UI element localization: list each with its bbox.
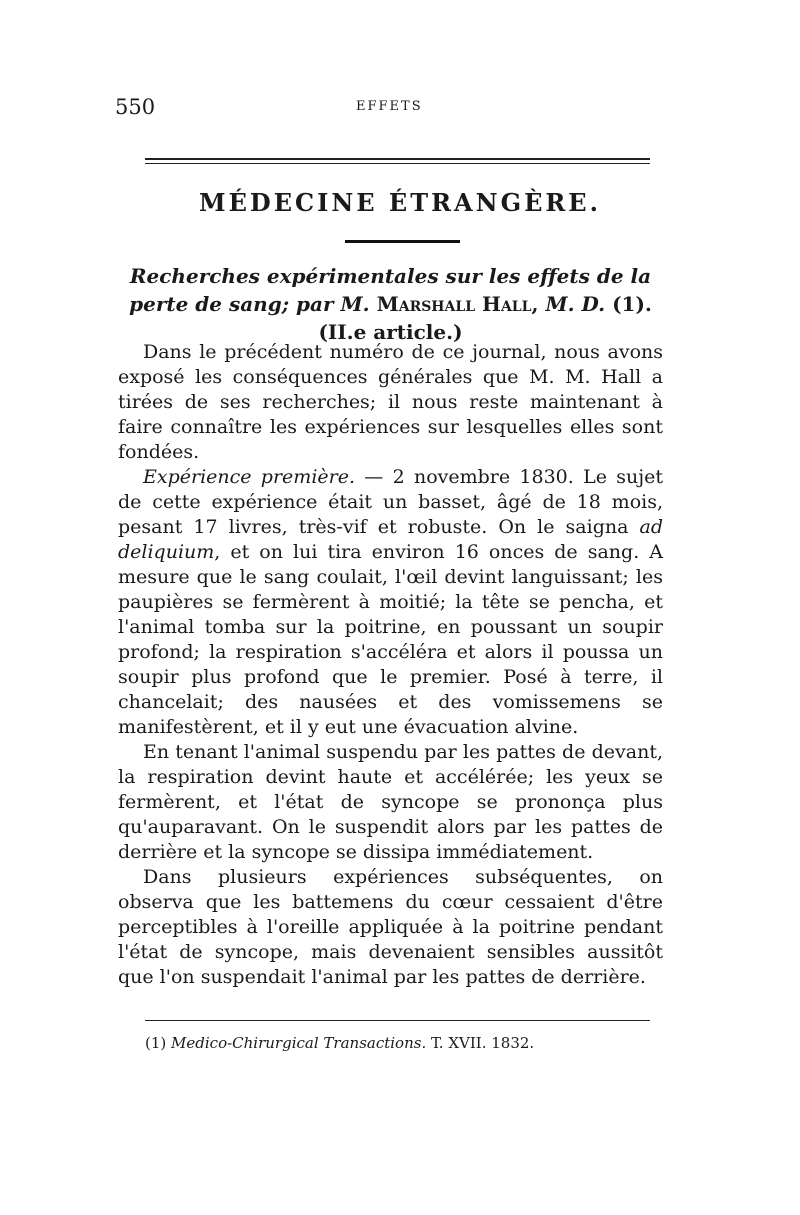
article-number: (II.e article.) — [318, 320, 463, 344]
footnote-details: T. XVII. 1832. — [431, 1034, 535, 1052]
section-title: MÉDECINE ÉTRANGÈRE. — [199, 188, 601, 217]
article-heading — [118, 262, 663, 346]
title-rule — [345, 240, 460, 243]
header-rule-top — [145, 158, 650, 160]
running-head — [0, 95, 800, 125]
page-number: 550 — [115, 95, 156, 119]
paragraph-text: — 2 novembre 1830. Le sujet de cette expérience était un basset, âgé de 18 mois, pesant 17 livres, très-vif et robuste. On le saigna — [118, 466, 663, 538]
footnote-marker: (1) — [145, 1034, 167, 1052]
footnote-rule — [145, 1020, 650, 1021]
experiment-label: Expérience première. — [143, 466, 355, 488]
article-author-suffix: M. D. — [545, 292, 606, 316]
article-title: Recherches expérimentales sur les effets de la perte de sang; par M. — [129, 264, 652, 316]
paragraph — [118, 465, 663, 740]
footnote — [145, 1034, 665, 1052]
paragraph: Dans plusieurs expériences subséquentes, on observa que les battemens du cœur cessaient d'être perceptibles à l'oreille appliquée à la poitrine pendant l'état de syncope, mais devenaient sensibles aussitôt que l'on suspendait l'animal par les pattes de derrière. — [118, 866, 663, 988]
article-note-ref: (1). — [612, 292, 652, 316]
paragraph: Dans le précédent numéro de ce journal, nous avons exposé les conséquences générales que M. M. Hall a tirées de ses recherches; il nous reste maintenant à faire connaître les expériences sur lesquelles elles sont fondées. — [118, 341, 663, 463]
header-rule-bottom — [145, 163, 650, 164]
footnote-source: Medico-Chirurgical Transactions. — [171, 1034, 427, 1052]
paragraph-text: , et on lui tira environ 16 onces de sang. A mesure que le sang coulait, l'œil devint languissant; les paupières se fermèrent à moitié; la tête se pencha, et l'animal tomba sur la poitrine, en poussant un soupir profond; la respiration s'accéléra et alors il poussa un soupir plus profond que le premier. Posé à terre, il chancelait; des nausées et des vomissemens se manifestèrent, et il y eut une évacuation alvine. — [118, 541, 663, 738]
latin-term: ad deliquium — [118, 516, 663, 563]
article-body — [118, 340, 663, 990]
article-author: Marshall Hall, — [376, 292, 539, 316]
paragraph: En tenant l'animal suspendu par les pattes de devant, la respiration devint haute et accélérée; les yeux se fermèrent, et l'état de syncope se prononça plus qu'auparavant. On le suspendit alors par les pattes de derrière et la syncope se dissipa immédiatement. — [118, 741, 663, 863]
running-title: EFFETS — [356, 99, 423, 114]
